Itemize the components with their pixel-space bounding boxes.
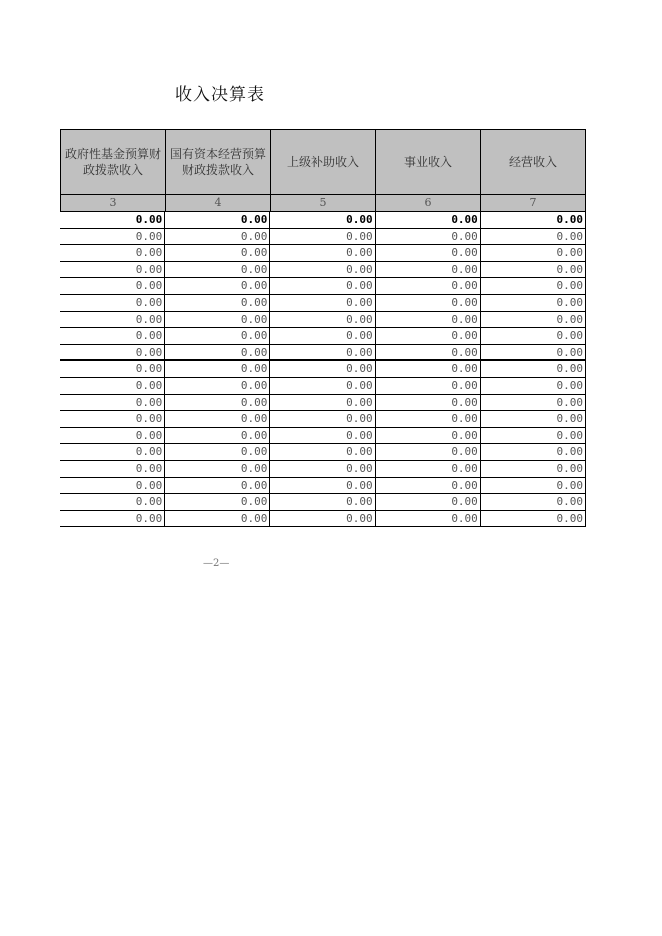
table-cell: 0.00 bbox=[60, 245, 165, 261]
table-cell: 0.00 bbox=[481, 361, 586, 377]
table-cell: 0.00 bbox=[376, 511, 481, 527]
table-cell: 0.00 bbox=[60, 295, 165, 311]
table-cell: 0.00 bbox=[481, 378, 586, 394]
table-row bbox=[60, 278, 586, 295]
table-row bbox=[60, 245, 586, 262]
table-row bbox=[60, 378, 586, 395]
table-cell: 0.00 bbox=[376, 328, 481, 344]
table-row bbox=[60, 328, 586, 345]
column-number-row bbox=[60, 195, 586, 212]
table-cell: 0.00 bbox=[376, 411, 481, 427]
column-header: 经营收入 bbox=[508, 155, 557, 169]
table-cell: 0.00 bbox=[270, 245, 375, 261]
table-row bbox=[60, 229, 586, 246]
table-cell: 0.00 bbox=[60, 345, 165, 360]
table-cell: 0.00 bbox=[481, 312, 586, 328]
table-cell: 0.00 bbox=[60, 461, 165, 477]
table-cell: 0.00 bbox=[60, 444, 165, 460]
table-cell: 0.00 bbox=[376, 245, 481, 261]
table-cell: 0.00 bbox=[165, 312, 270, 328]
table-cell: 0.00 bbox=[60, 395, 165, 411]
page-number: —2— bbox=[203, 558, 230, 569]
table-cell: 0.00 bbox=[376, 478, 481, 494]
table-row bbox=[60, 295, 586, 312]
table-row bbox=[60, 428, 586, 445]
table-cell: 0.00 bbox=[165, 328, 270, 344]
column-number: 3 bbox=[61, 195, 166, 211]
table-cell: 0.00 bbox=[376, 461, 481, 477]
table-cell: 0.00 bbox=[270, 212, 375, 228]
table-cell: 0.00 bbox=[165, 245, 270, 261]
table-cell: 0.00 bbox=[270, 278, 375, 294]
table-cell: 0.00 bbox=[60, 478, 165, 494]
table-cell: 0.00 bbox=[60, 378, 165, 394]
table-cell: 0.00 bbox=[270, 478, 375, 494]
table-cell: 0.00 bbox=[60, 428, 165, 444]
column-number: 4 bbox=[166, 195, 271, 211]
table-cell: 0.00 bbox=[270, 262, 375, 278]
table-cell: 0.00 bbox=[481, 345, 586, 360]
table-cell: 0.00 bbox=[60, 511, 165, 527]
table-cell: 0.00 bbox=[481, 428, 586, 444]
table-cell: 0.00 bbox=[165, 511, 270, 527]
table-cell: 0.00 bbox=[481, 229, 586, 245]
table-cell: 0.00 bbox=[165, 378, 270, 394]
table-cell: 0.00 bbox=[165, 229, 270, 245]
table-body bbox=[60, 212, 586, 527]
table-cell: 0.00 bbox=[376, 312, 481, 328]
table-cell: 0.00 bbox=[165, 262, 270, 278]
table-row bbox=[60, 511, 586, 528]
table-cell: 0.00 bbox=[60, 361, 165, 377]
table-cell: 0.00 bbox=[165, 395, 270, 411]
table-cell: 0.00 bbox=[376, 361, 481, 377]
table-cell: 0.00 bbox=[481, 461, 586, 477]
column-number: 5 bbox=[271, 195, 376, 211]
total-row bbox=[60, 212, 586, 229]
table-cell: 0.00 bbox=[376, 494, 481, 510]
table-cell: 0.00 bbox=[376, 428, 481, 444]
table-cell: 0.00 bbox=[481, 295, 586, 311]
table-row bbox=[60, 411, 586, 428]
column-number: 6 bbox=[376, 195, 481, 211]
table-cell: 0.00 bbox=[481, 511, 586, 527]
table-cell: 0.00 bbox=[165, 212, 270, 228]
table-cell: 0.00 bbox=[165, 345, 270, 360]
table-cell: 0.00 bbox=[376, 444, 481, 460]
table-cell: 0.00 bbox=[165, 411, 270, 427]
table-cell: 0.00 bbox=[60, 312, 165, 328]
table-cell: 0.00 bbox=[270, 229, 375, 245]
table-cell: 0.00 bbox=[165, 478, 270, 494]
table-cell: 0.00 bbox=[60, 411, 165, 427]
table-cell: 0.00 bbox=[481, 411, 586, 427]
table-cell: 0.00 bbox=[165, 361, 270, 377]
table-cell: 0.00 bbox=[481, 278, 586, 294]
page-title: 收入决算表 bbox=[175, 85, 265, 105]
table-cell: 0.00 bbox=[270, 378, 375, 394]
table-cell: 0.00 bbox=[165, 278, 270, 294]
table-cell: 0.00 bbox=[165, 494, 270, 510]
table-cell: 0.00 bbox=[270, 461, 375, 477]
table-cell: 0.00 bbox=[376, 278, 481, 294]
table-row bbox=[60, 478, 586, 495]
table-cell: 0.00 bbox=[60, 494, 165, 510]
table-cell: 0.00 bbox=[60, 212, 165, 228]
table-cell: 0.00 bbox=[270, 511, 375, 527]
table-cell: 0.00 bbox=[270, 312, 375, 328]
table-row bbox=[60, 361, 586, 378]
table-cell: 0.00 bbox=[376, 262, 481, 278]
table-row bbox=[60, 461, 586, 478]
column-header: 政府性基金预算财政拨款收入 bbox=[61, 130, 166, 194]
table-cell: 0.00 bbox=[481, 245, 586, 261]
table-cell: 0.00 bbox=[481, 328, 586, 344]
table-cell: 0.00 bbox=[481, 478, 586, 494]
table-cell: 0.00 bbox=[481, 494, 586, 510]
table-cell: 0.00 bbox=[481, 262, 586, 278]
table-cell: 0.00 bbox=[481, 212, 586, 228]
table-row bbox=[60, 312, 586, 329]
column-header: 事业收入 bbox=[376, 130, 481, 194]
table-cell: 0.00 bbox=[376, 378, 481, 394]
table-cell: 0.00 bbox=[376, 345, 481, 360]
table-cell: 0.00 bbox=[270, 395, 375, 411]
table-cell: 0.00 bbox=[376, 395, 481, 411]
table-row bbox=[60, 444, 586, 461]
table-cell: 0.00 bbox=[270, 328, 375, 344]
column-header: 上级补助收入 bbox=[271, 130, 376, 194]
income-table bbox=[60, 129, 586, 527]
table-cell: 0.00 bbox=[165, 444, 270, 460]
table-cell: 0.00 bbox=[376, 295, 481, 311]
table-cell: 0.00 bbox=[60, 278, 165, 294]
table-cell: 0.00 bbox=[376, 212, 481, 228]
table-cell: 0.00 bbox=[270, 411, 375, 427]
table-header-row bbox=[60, 129, 586, 195]
table-row bbox=[60, 262, 586, 279]
column-number: 7 bbox=[529, 196, 537, 209]
table-cell: 0.00 bbox=[481, 444, 586, 460]
table-row bbox=[60, 395, 586, 412]
table-cell: 0.00 bbox=[270, 295, 375, 311]
table-cell: 0.00 bbox=[270, 444, 375, 460]
table-cell: 0.00 bbox=[481, 395, 586, 411]
table-row bbox=[60, 345, 586, 362]
table-cell: 0.00 bbox=[376, 229, 481, 245]
table-cell: 0.00 bbox=[270, 494, 375, 510]
table-cell: 0.00 bbox=[165, 461, 270, 477]
table-cell: 0.00 bbox=[165, 295, 270, 311]
table-cell: 0.00 bbox=[60, 262, 165, 278]
table-cell: 0.00 bbox=[270, 345, 375, 360]
table-cell: 0.00 bbox=[165, 428, 270, 444]
table-row bbox=[60, 494, 586, 511]
table-cell: 0.00 bbox=[270, 428, 375, 444]
table-cell: 0.00 bbox=[60, 328, 165, 344]
table-cell: 0.00 bbox=[270, 361, 375, 377]
table-cell: 0.00 bbox=[60, 229, 165, 245]
column-header: 国有资本经营预算财政拨款收入 bbox=[166, 130, 271, 194]
